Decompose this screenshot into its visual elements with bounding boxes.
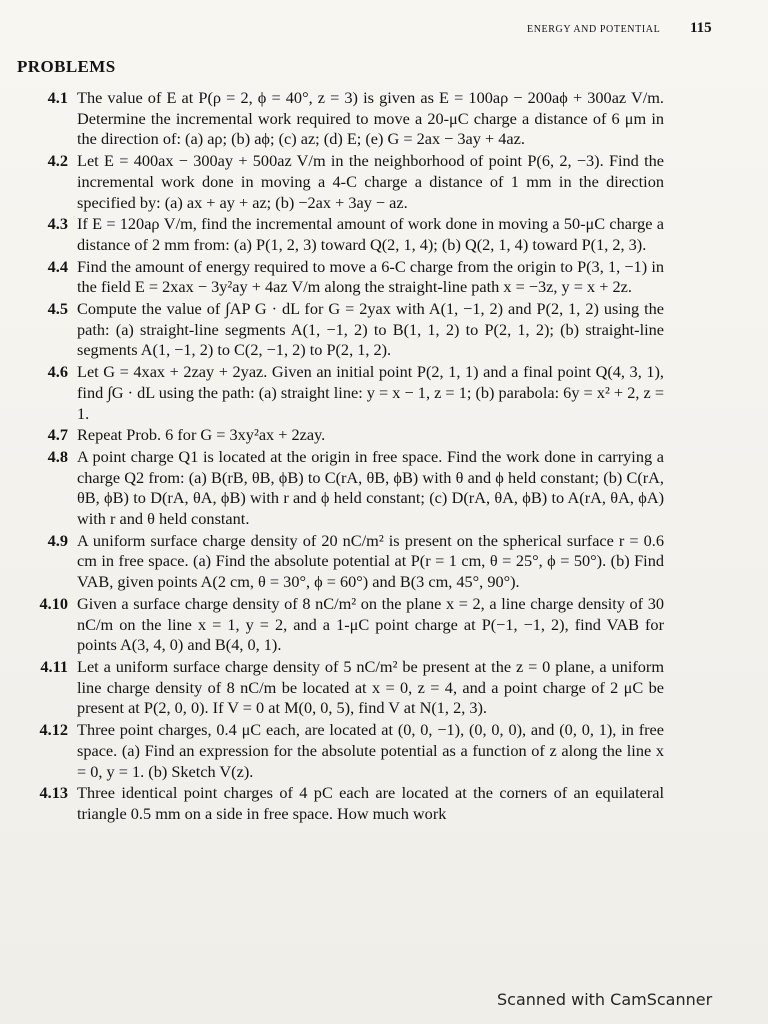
problem-text: If E = 120aρ V/m, find the incremental amount of work done in moving a 50-μC charge a distance of 2 mm from: (a) P(1, 2, 3) toward Q(2, 1, 4); (b) Q(2, 1, 4) toward P(1, 2, 3). xyxy=(77,214,664,254)
problem-number: 4.1 xyxy=(47,88,68,107)
problem-number: 4.8 xyxy=(47,446,68,466)
problem-item xyxy=(18,88,664,150)
problem-text: Repeat Prob. 6 for G = 3xy²ax + 2zay. xyxy=(77,425,326,445)
problem-text: Find the amount of energy required to move a 6-C charge from the origin to P(3, 1, −1) in the field E = 2xax − 3y²ay + 4az V/m along the straight-line path x = −3z, y = x + 2z. xyxy=(77,256,664,297)
problem-text: A uniform surface charge density of 20 nC/m² is present on the spherical surface r = 0.6 cm in free space. (a) Find the absolute potential at P(r = 1 cm, θ = 25°, ϕ = 50°). (b) Find VAB, given points A(2 cm, θ = 30°, ϕ = 60°) and B(3 cm, 45°, 90°). xyxy=(77,530,664,592)
problem-item xyxy=(18,531,664,593)
problem-item xyxy=(18,214,664,255)
problem-text: Let E = 400ax − 300ay + 500az V/m in the neighborhood of point P(6, 2, −3). Find the incremental work done in moving a 4-C charge a distance of 1 mm in the direction specified by: (a) ax + ay + az; (b) −2ax + 3ay − az. xyxy=(77,151,664,212)
problem-item xyxy=(18,720,664,782)
problem-text: A point charge Q1 is located at the origin in free space. Find the work done in carrying a charge Q2 from: (a) B(rB, θB, ϕB) to C(rA, θB, ϕB) with θ and ϕ held constant; (b) C(rA, θB, ϕB) to D(rA, θA, ϕB) with r and ϕ held constant; (c) D(rA, θA, ϕB) to A(rA, θA, ϕA) with r and θ held constant. xyxy=(77,446,664,529)
scanner-watermark: Scanned with CamScanner xyxy=(497,990,713,1009)
problem-number: 4.11 xyxy=(40,656,68,676)
problem-text: Let G = 4xax + 2zay + 2yaz. Given an initial point P(2, 1, 1) and a final point Q(4, 3, 1), find ∫G · dL using the path: (a) straight line: y = x − 1, z = 1; (b) parabola: 6y = x² + 2, z = 1. xyxy=(77,362,664,423)
page-number: 115 xyxy=(690,20,712,36)
problem-number: 4.12 xyxy=(39,720,68,740)
problem-text: Given a surface charge density of 8 nC/m² on the plane x = 2, a line charge density of 30 nC/m on the line x = 1, y = 2, and a 1-μC point charge at P(−1, −1, 2), find VAB for points A(3, 4, 0) and B(4, 0, 1). xyxy=(77,593,664,655)
problem-item xyxy=(18,257,664,298)
problem-text: Three identical point charges of 4 pC each are located at the corners of an equilateral triangle 0.5 mm on a side in free space. How much work xyxy=(77,783,664,823)
problem-number: 4.10 xyxy=(39,593,68,613)
problem-text: Three point charges, 0.4 μC each, are located at (0, 0, −1), (0, 0, 0), and (0, 0, 1), in free space. (a) Find an expression for the absolute potential as a function of z along the line x = 0, y = 1. (b) Sketch V(z). xyxy=(77,720,664,781)
problem-list xyxy=(18,88,664,826)
problem-number: 4.4 xyxy=(47,256,68,276)
problem-item xyxy=(18,425,664,446)
problem-number: 4.5 xyxy=(47,299,68,319)
problem-number: 4.13 xyxy=(39,783,68,803)
problem-item xyxy=(18,657,664,719)
problem-item xyxy=(18,151,664,213)
problem-number: 4.7 xyxy=(47,425,68,445)
problem-text: The value of E at P(ρ = 2, ϕ = 40°, z = 3) is given as E = 100aρ − 200aϕ + 300az V/m. Determine the incremental work required to move a 20-μC charge a distance of 6 μm in the direction of: (a) aρ; (b) aϕ; (c) az; (d) E; (e) G = 2ax − 3ay + 4az. xyxy=(77,88,664,149)
problem-number: 4.9 xyxy=(47,530,68,550)
problem-item xyxy=(18,594,664,656)
running-head: ENERGY AND POTENTIAL xyxy=(527,24,661,35)
problem-item xyxy=(18,362,664,424)
problem-number: 4.6 xyxy=(47,362,68,382)
problem-item xyxy=(18,447,664,530)
section-heading: PROBLEMS xyxy=(17,57,116,76)
problem-text: Compute the value of ∫AP G · dL for G = 2yax with A(1, −1, 2) and P(2, 1, 2) using the path: (a) straight-line segments A(1, −1, 2) to B(1, 1, 2) to P(2, 1, 2); (b) straight-line segments A(1, −1, 2) to C(2, −1, 2) to P(2, 1, 2). xyxy=(77,299,664,360)
problem-item xyxy=(18,783,664,824)
problem-text: Let a uniform surface charge density of 5 nC/m² be present at the z = 0 plane, a uniform line charge density of 8 nC/m be located at x = 0, z = 4, and a point charge of 2 μC be present at P(2, 0, 0). If V = 0 at M(0, 0, 5), find V at N(1, 2, 3). xyxy=(77,656,664,718)
problem-item xyxy=(18,299,664,361)
problem-number: 4.2 xyxy=(47,151,68,171)
problem-number: 4.3 xyxy=(47,214,68,234)
